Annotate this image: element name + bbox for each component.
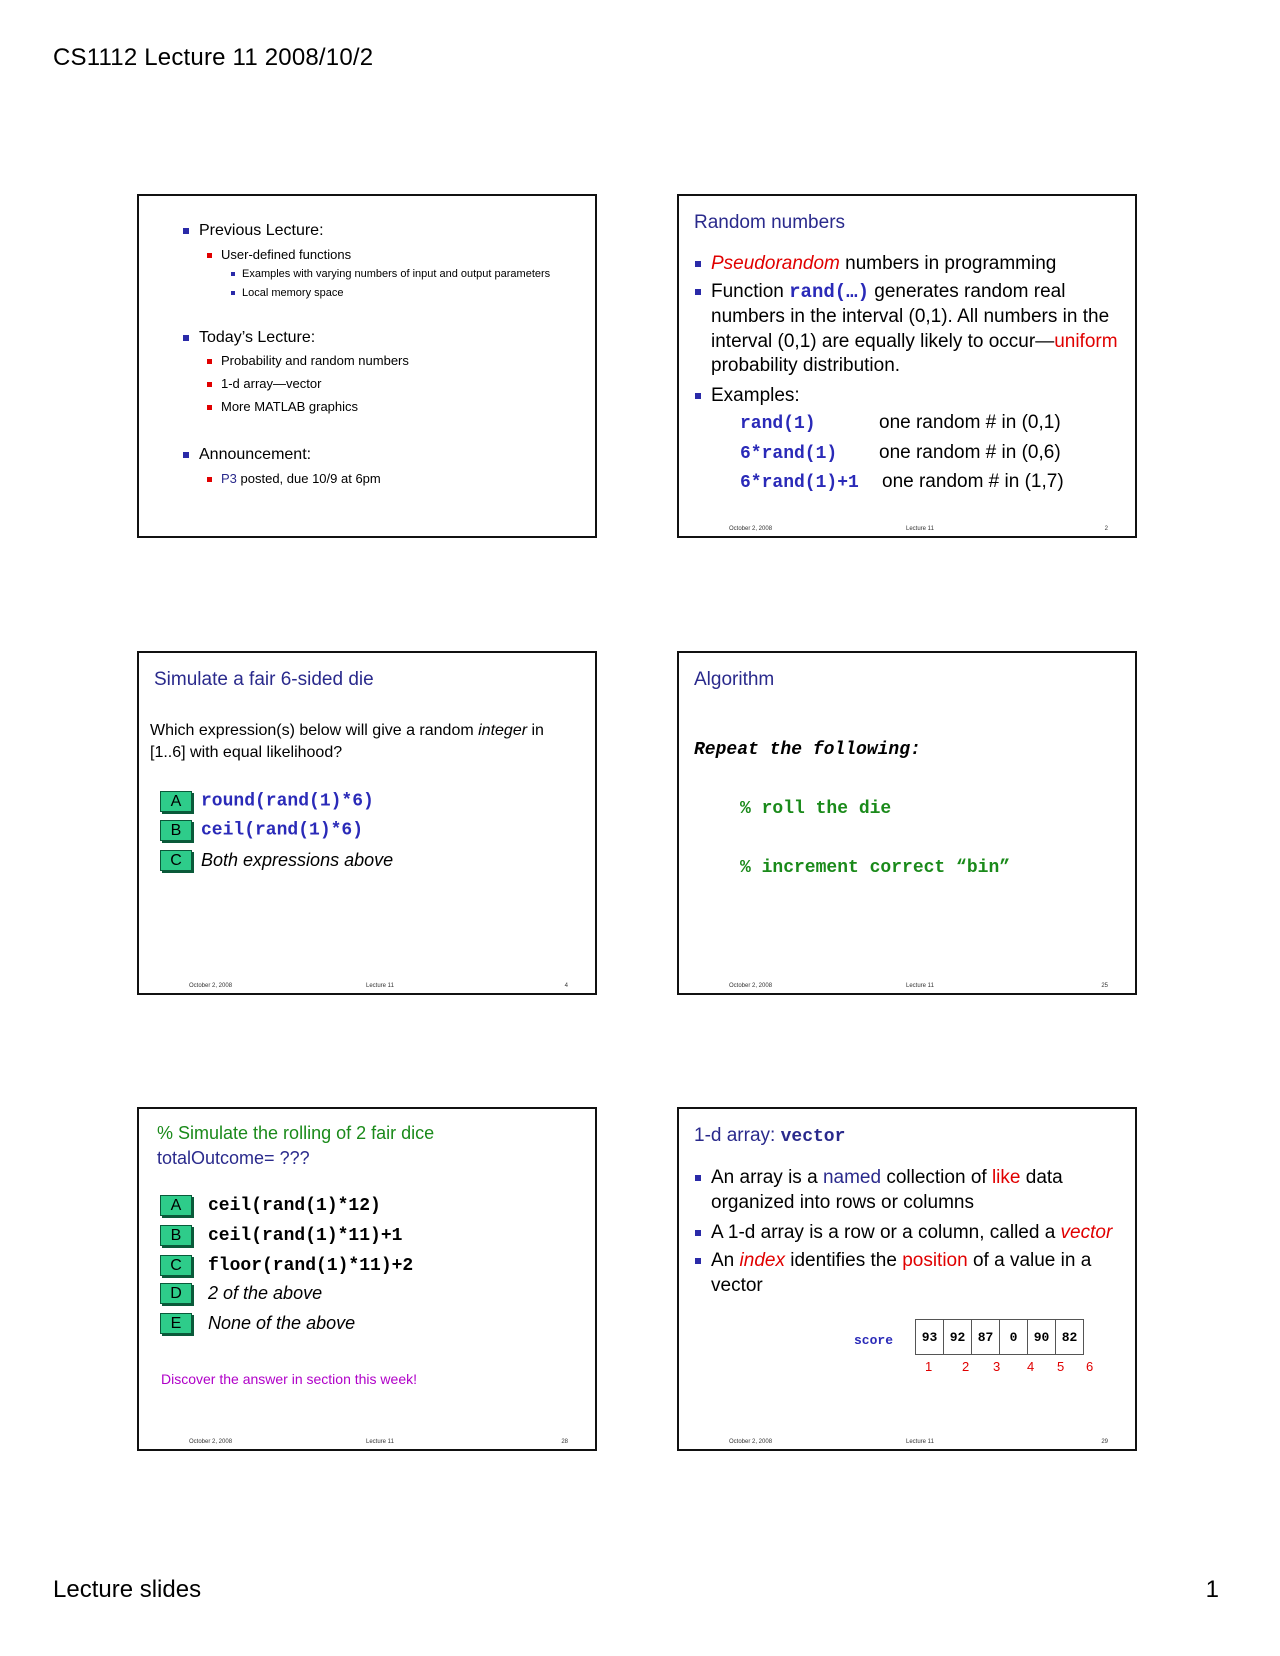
question-line: Which expression(s) below will give a random integer in (150, 722, 544, 739)
slide-title: Simulate a fair 6-sided die (154, 669, 374, 690)
score-cell: 93 (916, 1320, 944, 1355)
algorithm-step: % increment correct “bin” (740, 858, 1011, 878)
score-label: score (854, 1333, 894, 1348)
list-item: Probability and random numbers (207, 353, 409, 368)
announcement-heading: Announcement: (183, 446, 311, 464)
slide-footer-lecture: Lecture 11 (366, 983, 394, 989)
index-label: 1 (925, 1359, 933, 1374)
slide-number: 25 (1101, 983, 1108, 989)
question-line: [1..6] with equal likelihood? (150, 744, 343, 761)
example-desc: one random # in (1,7) (882, 471, 1064, 492)
example-desc: one random # in (0,1) (879, 412, 1061, 433)
page-footer-label: Lecture slides (53, 1576, 202, 1603)
slide-title: Random numbers (694, 212, 846, 233)
list-item: Function rand(…) generates random real (695, 281, 1065, 303)
slide-simulate-die (137, 651, 597, 995)
slide-random-numbers (677, 194, 1137, 538)
option-c[interactable]: C Both expressions above (160, 850, 393, 871)
option-b[interactable]: B ceil(rand(1)*6) (160, 820, 363, 841)
previous-lecture-heading: Previous Lecture: (183, 222, 324, 240)
slide-title: 1-d array: vector (694, 1125, 846, 1147)
option-b[interactable]: B ceil(rand(1)*11)+1 (160, 1225, 402, 1246)
list-item: Examples with varying numbers of input and output parameters (231, 268, 550, 280)
example-code: 6*rand(1)+1 (740, 473, 859, 493)
index-label: 5 (1057, 1359, 1065, 1374)
slide-number: 4 (564, 983, 568, 989)
slide-number: 28 (561, 1439, 568, 1445)
slide-footer-lecture: Lecture 11 (906, 1439, 934, 1445)
p3-link[interactable]: P3 (221, 471, 237, 486)
option-a[interactable]: A round(rand(1)*6) (160, 791, 374, 812)
option-e[interactable]: E None of the above (160, 1313, 355, 1334)
index-label: 4 (1027, 1359, 1035, 1374)
example-code: rand(1) (740, 414, 816, 434)
slide-title: % Simulate the rolling of 2 fair dice (157, 1123, 435, 1143)
page-header: CS1112 Lecture 11 2008/10/2 (53, 44, 374, 71)
slide-footer-date: October 2, 2008 (729, 526, 773, 532)
index-label: 3 (993, 1359, 1001, 1374)
slide-vector (677, 1107, 1137, 1451)
algorithm-repeat: Repeat the following: (694, 740, 921, 760)
score-cell: 87 (972, 1320, 1000, 1355)
example-code: 6*rand(1) (740, 444, 838, 464)
slide-two-dice (137, 1107, 597, 1451)
paragraph-line: interval (0,1) are equally likely to occur—uniform (711, 331, 1118, 352)
score-cell: 92 (944, 1320, 972, 1355)
slide-footer-lecture: Lecture 11 (906, 526, 934, 532)
slide-footer-lecture: Lecture 11 (906, 983, 934, 989)
paragraph-line: probability distribution. (711, 355, 901, 376)
paragraph-line: organized into rows or columns (711, 1192, 974, 1213)
discover-note: Discover the answer in section this week! (161, 1371, 417, 1387)
list-item: User-defined functions (207, 247, 351, 262)
index-label: 6 (1086, 1359, 1094, 1374)
list-item: 1-d array—vector (207, 376, 321, 391)
list-item: A 1-d array is a row or a column, called a vector (695, 1222, 1112, 1244)
score-cell: 90 (1028, 1320, 1056, 1355)
list-item: More MATLAB graphics (207, 399, 358, 414)
paragraph-line: vector (711, 1275, 763, 1296)
paragraph-line: numbers in the interval (0,1). All numbers in the (711, 306, 1110, 327)
algorithm-step: % roll the die (740, 799, 892, 819)
slide-footer-date: October 2, 2008 (729, 1439, 773, 1445)
slide-number: 2 (1104, 526, 1108, 532)
slide-previous-lecture (137, 194, 597, 538)
list-item: An array is a named collection of like data (695, 1167, 1063, 1189)
score-cell: 82 (1056, 1320, 1084, 1355)
slide-footer-lecture: Lecture 11 (366, 1439, 394, 1445)
score-array (915, 1319, 1084, 1355)
slide-number: 29 (1101, 1439, 1108, 1445)
slide-title: Algorithm (694, 669, 775, 690)
slide-footer-date: October 2, 2008 (729, 983, 773, 989)
list-item: Local memory space (231, 287, 344, 299)
list-item: Pseudorandom numbers in programming (695, 253, 1056, 275)
page-number: 1 (1205, 1576, 1219, 1603)
list-item: Examples: (695, 385, 800, 407)
slide-algorithm (677, 651, 1137, 995)
option-a[interactable]: A ceil(rand(1)*12) (160, 1195, 381, 1216)
list-item: An index identifies the position of a value in a (695, 1250, 1091, 1272)
option-c[interactable]: C floor(rand(1)*11)+2 (160, 1255, 413, 1276)
option-d[interactable]: D 2 of the above (160, 1283, 322, 1304)
slide-footer-date: October 2, 2008 (189, 1439, 233, 1445)
index-label: 2 (962, 1359, 970, 1374)
slide-footer-date: October 2, 2008 (189, 983, 233, 989)
todays-lecture-heading: Today’s Lecture: (183, 329, 315, 347)
example-desc: one random # in (0,6) (879, 442, 1061, 463)
slide-subtitle: totalOutcome= ??? (157, 1148, 310, 1168)
list-item: P3 posted, due 10/9 at 6pm (207, 471, 381, 486)
score-cell: 0 (1000, 1320, 1028, 1355)
